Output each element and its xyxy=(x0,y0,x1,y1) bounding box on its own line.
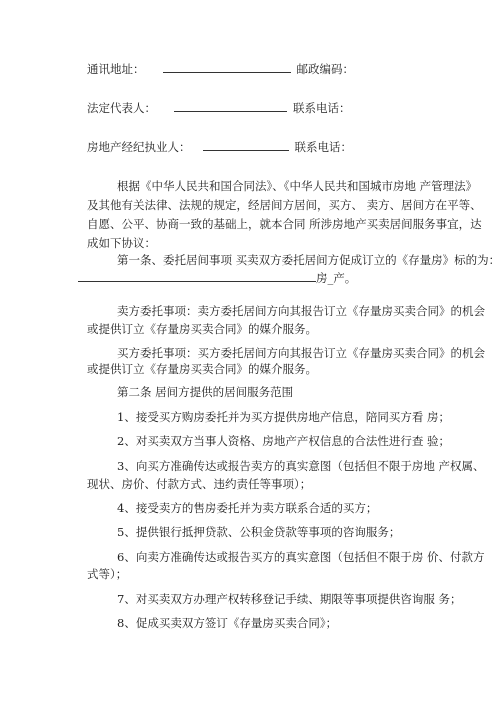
property-blank[interactable] xyxy=(78,270,316,282)
item-3-line-1: 3、向买方准确传达或报告卖方的真实意图（包括但不限于房地 产权属、 xyxy=(117,459,485,473)
item-4: 4、接受卖方的售房委托并为卖方联系合适的买方； xyxy=(117,501,378,515)
agent-field xyxy=(87,139,352,154)
legal-rep-field xyxy=(87,100,351,115)
item-8: 8、促成买卖双方签订《存量房买卖合同》； xyxy=(117,616,338,630)
address-field xyxy=(87,61,354,76)
preamble-line-2: 及其他有关法律、法规的规定，经居间方居间，买方、 卖方、居间方在平等、 xyxy=(87,198,482,212)
item-6-line-2: 式等）； xyxy=(87,567,128,581)
legal-rep-label: 法定代表人： xyxy=(87,101,156,115)
article1-suffix: 房_产。 xyxy=(316,271,357,285)
buyer-line-2: 或提供订立《存量房买卖合同》的媒介服务。 xyxy=(87,362,317,376)
seller-line-2: 或提供订立《存量房买卖合同》的媒介服务。 xyxy=(87,322,317,336)
item-7: 7、对买卖双方办理产权转移登记手续、期限等事项提供咨询服 务； xyxy=(117,592,462,606)
postcode-label: 邮政编码： xyxy=(296,62,354,76)
item-1: 1、接受买方购房委托并为买方提供房地产信息，陪同买方看 房； xyxy=(117,410,450,424)
preamble-line-1: 根据《中华人民共和国合同法》、《中华人民共和国城市房地 产管理法》 xyxy=(117,179,478,193)
article1-line-2 xyxy=(78,270,356,285)
seller-line-1: 卖方委托事项：卖方委托居间方向其报告订立《存量房买卖合同》的机会 xyxy=(117,304,485,318)
article1-line-1: 第一条、委托居间事项 买卖双方委托居间方促成订立的《存量房》标的为： xyxy=(117,253,500,267)
agent-label: 房地产经纪执业人： xyxy=(87,140,191,154)
item-5: 5、提供银行抵押贷款、公积金贷款等事项的咨询服务； xyxy=(117,525,401,539)
address-label: 通讯地址： xyxy=(87,62,145,76)
address-blank[interactable] xyxy=(163,61,291,73)
agent-blank[interactable] xyxy=(203,139,289,151)
article2-title: 第二条 居间方提供的居间服务范围 xyxy=(117,385,294,399)
item-2: 2、对买卖双方当事人资格、房地产产权信息的合法性进行查 验； xyxy=(117,434,450,448)
phone-label-2: 联系电话： xyxy=(294,140,352,154)
phone-label-1: 联系电话： xyxy=(293,101,351,115)
preamble-line-3: 自愿、公平、协商一致的基础上，就本合同 所涉房地产买卖居间服务事宜，达 xyxy=(87,217,482,231)
legal-rep-blank[interactable] xyxy=(174,100,287,112)
item-3-line-2: 现状、房价、付款方式、违约责任等事项）； xyxy=(87,477,312,491)
preamble-line-4: 成如下协议： xyxy=(87,236,156,250)
item-6-line-1: 6、向卖方准确传达或报告买方的真实意图（包括但不限于房 价、付款方 xyxy=(117,550,485,564)
buyer-line-1: 买方委托事项：买方委托居间方向其报告订立《存量房买卖合同》的机会 xyxy=(117,346,485,360)
